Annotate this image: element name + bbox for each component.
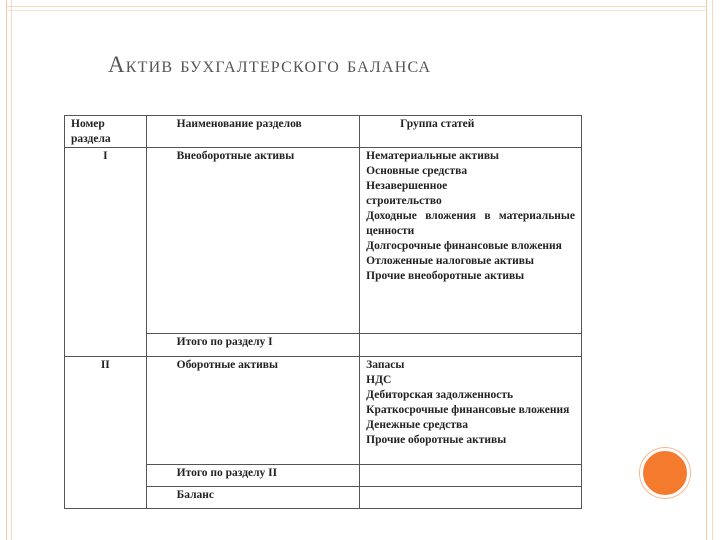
list-item: Нематериальные активы — [366, 150, 500, 162]
section-1-total: Итого по разделу I — [146, 334, 360, 357]
section-2-total-value — [360, 465, 582, 487]
section-1-number: I — [103, 150, 108, 162]
list-item: Денежные средства — [366, 419, 468, 431]
frame-line-right-outer — [706, 0, 707, 540]
section-2-name: Оборотные активы — [146, 357, 360, 465]
table-header-row — [65, 116, 582, 148]
balance-table — [64, 115, 582, 509]
frame-line-top-inner — [6, 10, 707, 11]
list-item: Дебиторская задолженность — [366, 389, 514, 401]
list-item: Доходные вложения в материальные ценности — [366, 210, 575, 237]
frame-line-left-inner — [11, 0, 12, 540]
section-1-number-cell — [65, 148, 147, 357]
list-item: Прочие внеоборотные активы — [366, 270, 525, 282]
table-row-section-1 — [65, 148, 582, 334]
section-2-total: Итого по разделу II — [146, 465, 360, 487]
orange-circle-decoration — [640, 448, 690, 498]
section-2-number: II — [100, 359, 110, 371]
section-2-items-cell — [360, 357, 582, 465]
table-row-section-2 — [65, 357, 582, 465]
frame-line-left-outer — [6, 0, 7, 540]
frame-line-right-inner — [712, 0, 713, 540]
list-item: Запасы — [366, 359, 405, 371]
list-item: Незавершенное строительство — [366, 180, 448, 207]
section-1-items-cell — [360, 148, 582, 334]
section-1-name: Внеоборотные активы — [146, 148, 360, 334]
list-item: НДС — [366, 374, 392, 386]
section-2-number-cell — [65, 357, 147, 509]
list-item: Долгосрочные финансовые вложения — [366, 240, 562, 252]
balance-value — [360, 487, 582, 509]
frame-line-top — [6, 6, 707, 7]
header-section-number: Номер раздела — [65, 116, 147, 148]
balance-label: Баланс — [146, 487, 360, 509]
section-1-total-value — [360, 334, 582, 357]
slide-title: Актив бухгалтерского баланса — [108, 52, 432, 77]
header-item-group: Группа статей — [360, 116, 582, 148]
list-item: Краткосрочные финансовые вложения — [366, 404, 570, 416]
list-item: Основные средства — [366, 165, 468, 177]
header-section-name: Наименование разделов — [146, 116, 360, 148]
list-item: Прочие оборотные активы — [366, 434, 507, 446]
list-item: Отложенные налоговые активы — [366, 255, 534, 267]
